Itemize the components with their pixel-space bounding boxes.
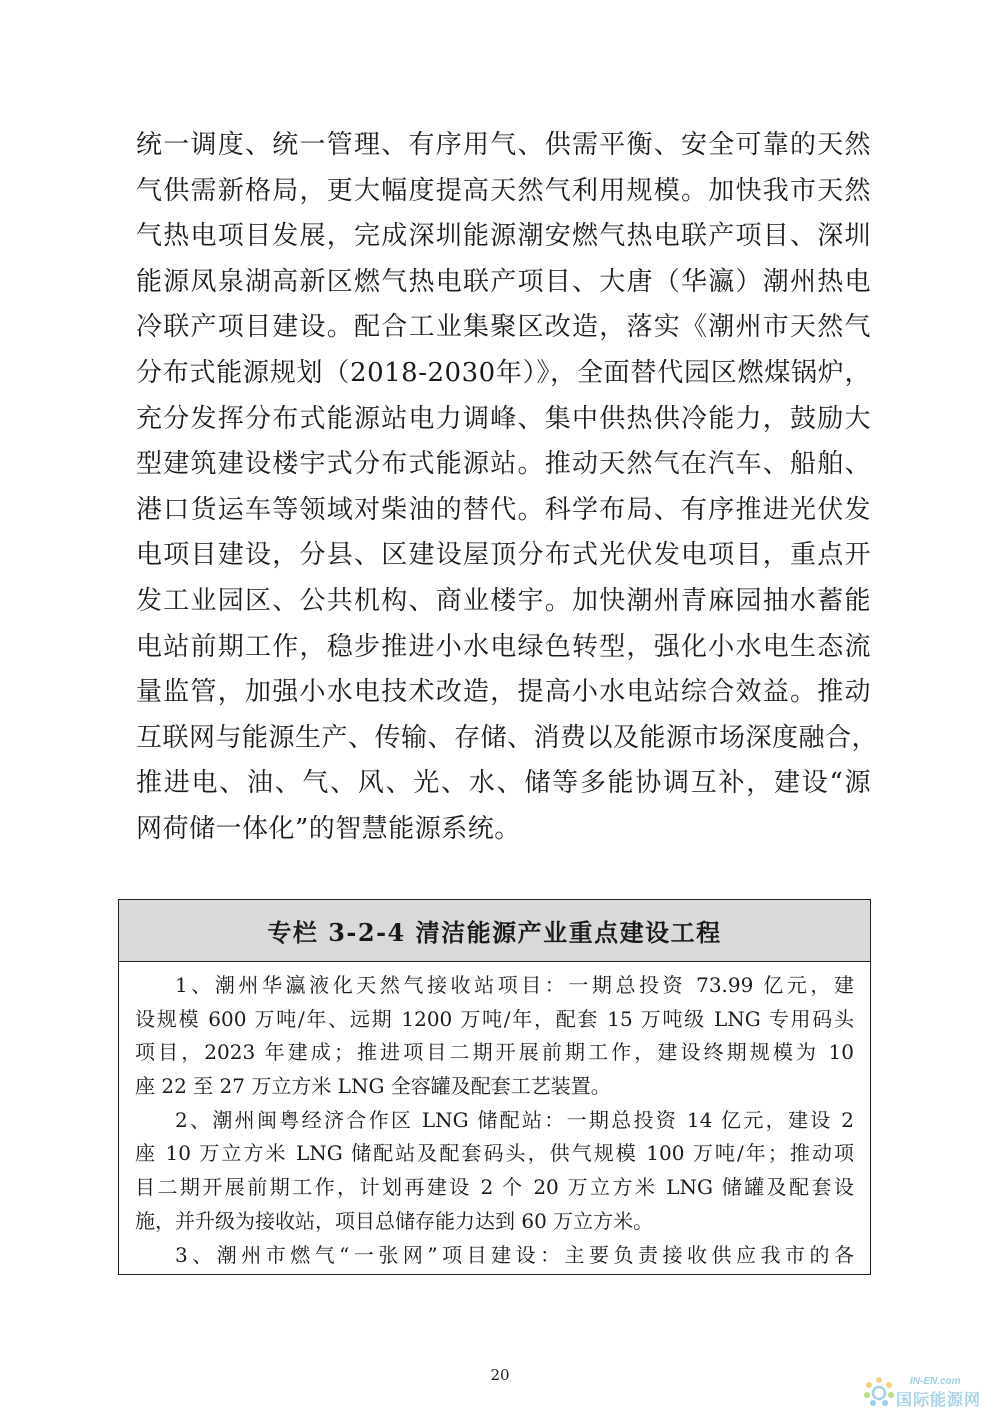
body-line: 型建筑建设楼宇式分布式能源站。推动天然气在汽车、船舶、 — [136, 449, 871, 480]
box-line: 设规模 600 万吨/年、远期 1200 万吨/年，配套 15 万吨级 LNG 专用码头 — [135, 1006, 854, 1031]
watermark-site: IN-EN.com — [910, 1376, 961, 1387]
box-line: 座 22 至 27 万立方米 LNG 全容罐及配套工艺装置。 — [135, 1074, 611, 1099]
body-line: 电项目建设，分县、区建设屋顶分布式光伏发电项目，重点开 — [136, 540, 871, 571]
body-line: 发工业园区、公共机构、商业楼宇。加快潮州青麻园抽水蓄能 — [136, 585, 871, 616]
box-line: 3、潮州市燃气“一张网”项目建设：主要负责接收供应我市的各 — [175, 1242, 854, 1267]
column-box — [118, 899, 871, 1275]
body-line: 充分发挥分布式能源站电力调峰、集中供热供冷能力，鼓励大 — [136, 403, 871, 434]
column-box-body — [119, 962, 870, 1272]
body-line: 冷联产项目建设。配合工业集聚区改造，落实《潮州市天然气 — [136, 312, 871, 343]
watermark — [862, 1376, 994, 1408]
page-number: 20 — [490, 1366, 510, 1384]
watermark-text: 国际能源网 — [896, 1390, 982, 1409]
box-line: 施，并升级为接收站，项目总储存能力达到 60 万立方米。 — [135, 1208, 654, 1233]
box-line: 座 10 万立方米 LNG 储配站及配套码头，供气规模 100 万吨/年；推动项 — [135, 1141, 854, 1166]
body-line: 气供需新格局，更大幅度提高天然气利用规模。加快我市天然 — [136, 175, 871, 206]
sun-flower-logo-icon — [862, 1376, 896, 1408]
body-text — [136, 123, 879, 853]
column-box-title: 专栏 3-2-4 清洁能源产业重点建设工程 — [119, 900, 870, 962]
body-line: 分布式能源规划（2018-2030年）》，全面替代园区燃煤锅炉， — [136, 357, 871, 388]
box-line: 1、潮州华瀛液化天然气接收站项目：一期总投资 73.99 亿元，建 — [175, 973, 854, 997]
body-line: 电站前期工作，稳步推进小水电绿色转型，强化小水电生态流 — [136, 631, 871, 662]
body-line: 港口货运车等领域对柴油的替代。科学布局、有序推进光伏发 — [136, 494, 871, 525]
box-line: 目二期开展前期工作，计划再建设 2 个 20 万立方米 LNG 储罐及配套设 — [135, 1175, 854, 1200]
box-line: 2、潮州闽粤经济合作区 LNG 储配站：一期总投资 14 亿元，建设 2 — [175, 1107, 854, 1132]
body-line: 网荷储一体化”的智慧能源系统。 — [136, 813, 521, 844]
body-line: 气热电项目发展，完成深圳能源潮安燃气热电联产项目、深圳 — [136, 221, 871, 252]
body-line: 推进电、油、气、风、光、水、储等多能协调互补，建设“源 — [136, 768, 871, 799]
body-line: 量监管，加强小水电技术改造，提高小水电站综合效益。推动 — [136, 677, 871, 708]
box-line: 项目，2023 年建成；推进项目二期开展前期工作，建设终期规模为 10 — [135, 1040, 854, 1065]
body-line: 统一调度、统一管理、有序用气、供需平衡、安全可靠的天然 — [136, 130, 871, 160]
body-line: 互联网与能源生产、传输、存储、消费以及能源市场深度融合， — [136, 722, 879, 753]
body-line: 能源凤泉湖高新区燃气热电联产项目、大唐（华瀛）潮州热电 — [136, 266, 871, 297]
